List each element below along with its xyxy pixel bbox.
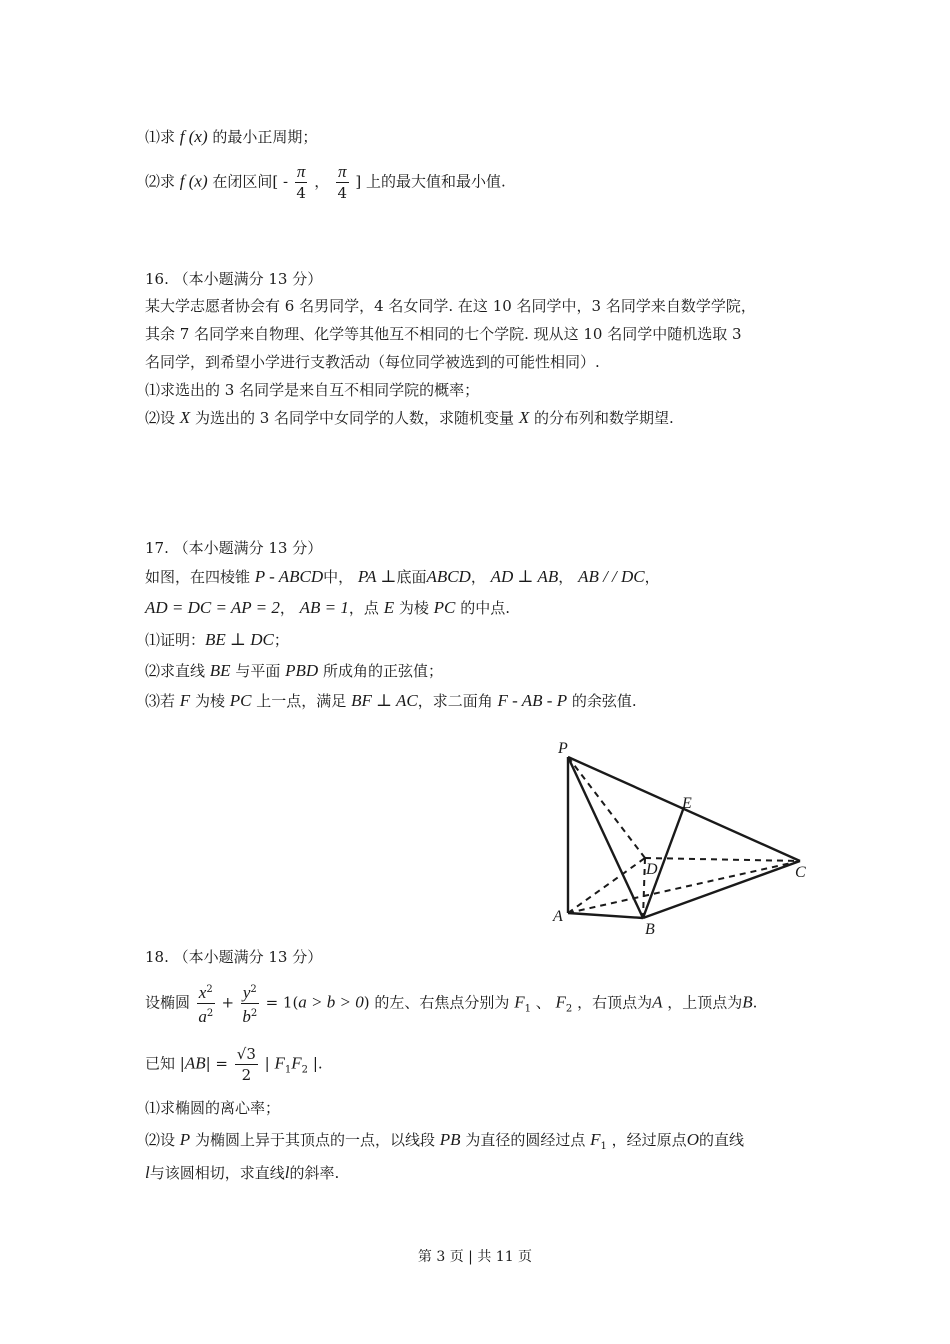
edge-AC	[568, 861, 800, 913]
frac-pi-4-b: $\frac{\pi}{4}$	[337, 162, 348, 202]
q18-line2: 已知 |AB| = $\frac{√3}{2}$ | $F_1F_2$ |.	[145, 1045, 323, 1084]
edge-PB	[568, 757, 643, 918]
edge-AB	[568, 913, 643, 918]
edge-DB	[643, 858, 645, 918]
pyramid-figure	[545, 735, 820, 940]
q17-line1: 如图，在四棱锥 P - ABCD中， PA ⊥底面ABCD， AD ⊥ AB， AB / / DC，	[145, 567, 660, 586]
q16-line3: 名同学，到希望小学进行支教活动（每位同学被选到的可能性相同）.	[145, 353, 600, 371]
page-footer: 第 3 页 | 共 11 页	[417, 1249, 533, 1265]
q18-part2: ⑵设 P 为椭圆上异于其顶点的一点，以线段 PB 为直径的圆经过点 $F_1$ ，经过原点O的直线	[145, 1130, 744, 1152]
q18-line3: l与该圆相切，求直线l的斜率.	[145, 1163, 340, 1182]
q18-header: 18. （本小题满分 13 分）	[145, 948, 323, 966]
q15-part2: ⑵求 f (x) 在闭区间[ - $\frac{\pi}{4}$ ， $\frac{\pi}{4}$ ] 上的最大值和最小值.	[145, 162, 506, 202]
q15-part1: ⑴求 f (x) 的最小正周期；	[145, 127, 318, 146]
frac-x2-a2: $\frac{x^2}{a^2}$	[197, 980, 215, 1027]
label-A: A	[553, 908, 563, 925]
edge-AD	[568, 858, 645, 913]
q17-part3: ⑶若 F 为棱 PC 上一点，满足 BF ⊥ AC，求二面角 F - AB - P 的余弦值.	[145, 691, 637, 710]
q17-part2: ⑵求直线 BE 与平面 PBD 所成角的正弦值；	[145, 661, 443, 680]
q17-line2: AD = DC = AP = 2， AB = 1，点 E 为棱 PC 的中点.	[145, 598, 510, 617]
q18-line1: 设椭圆 $\frac{x^2}{a^2}$ + $\frac{y^2}{b^2}$ = 1(a > b > 0) 的左、右焦点分别为 $F_1$ 、 $F_2$ ，右顶点为A ，上顶点为B.	[145, 980, 757, 1027]
frac-y2-b2: $\frac{y^2}{b^2}$	[241, 980, 259, 1027]
edge-DC	[645, 858, 800, 861]
edge-BC	[643, 861, 800, 918]
label-D: D	[646, 861, 658, 878]
q16-part1: ⑴求选出的 3 名同学是来自互不相同学院的概率；	[145, 381, 480, 399]
q16-line1: 某大学志愿者协会有 6 名男同学，4 名女同学. 在这 10 名同学中，3 名同学来自数学学院，	[145, 297, 756, 315]
q18-part1: ⑴求椭圆的离心率；	[145, 1099, 281, 1117]
label-E: E	[682, 795, 692, 812]
q16-header: 16. （本小题满分 13 分）	[145, 270, 323, 288]
q16-part2: ⑵设 X 为选出的 3 名同学中女同学的人数，求随机变量 X 的分布列和数学期望.	[145, 408, 674, 427]
label-C: C	[795, 864, 806, 881]
frac-sqrt3-2: $\frac{√3}{2}$	[236, 1045, 256, 1084]
label-B: B	[645, 921, 655, 938]
label-P: P	[558, 740, 568, 757]
edge-PD	[568, 757, 645, 858]
q17-header: 17. （本小题满分 13 分）	[145, 539, 323, 557]
q16-line2: 其余 7 名同学来自物理、化学等其他互不相同的七个学院. 现从这 10 名同学中随机选取 3	[145, 325, 742, 343]
q17-part1: ⑴证明：BE ⊥ DC；	[145, 630, 289, 649]
frac-pi-4-a: $\frac{\pi}{4}$	[296, 162, 306, 202]
